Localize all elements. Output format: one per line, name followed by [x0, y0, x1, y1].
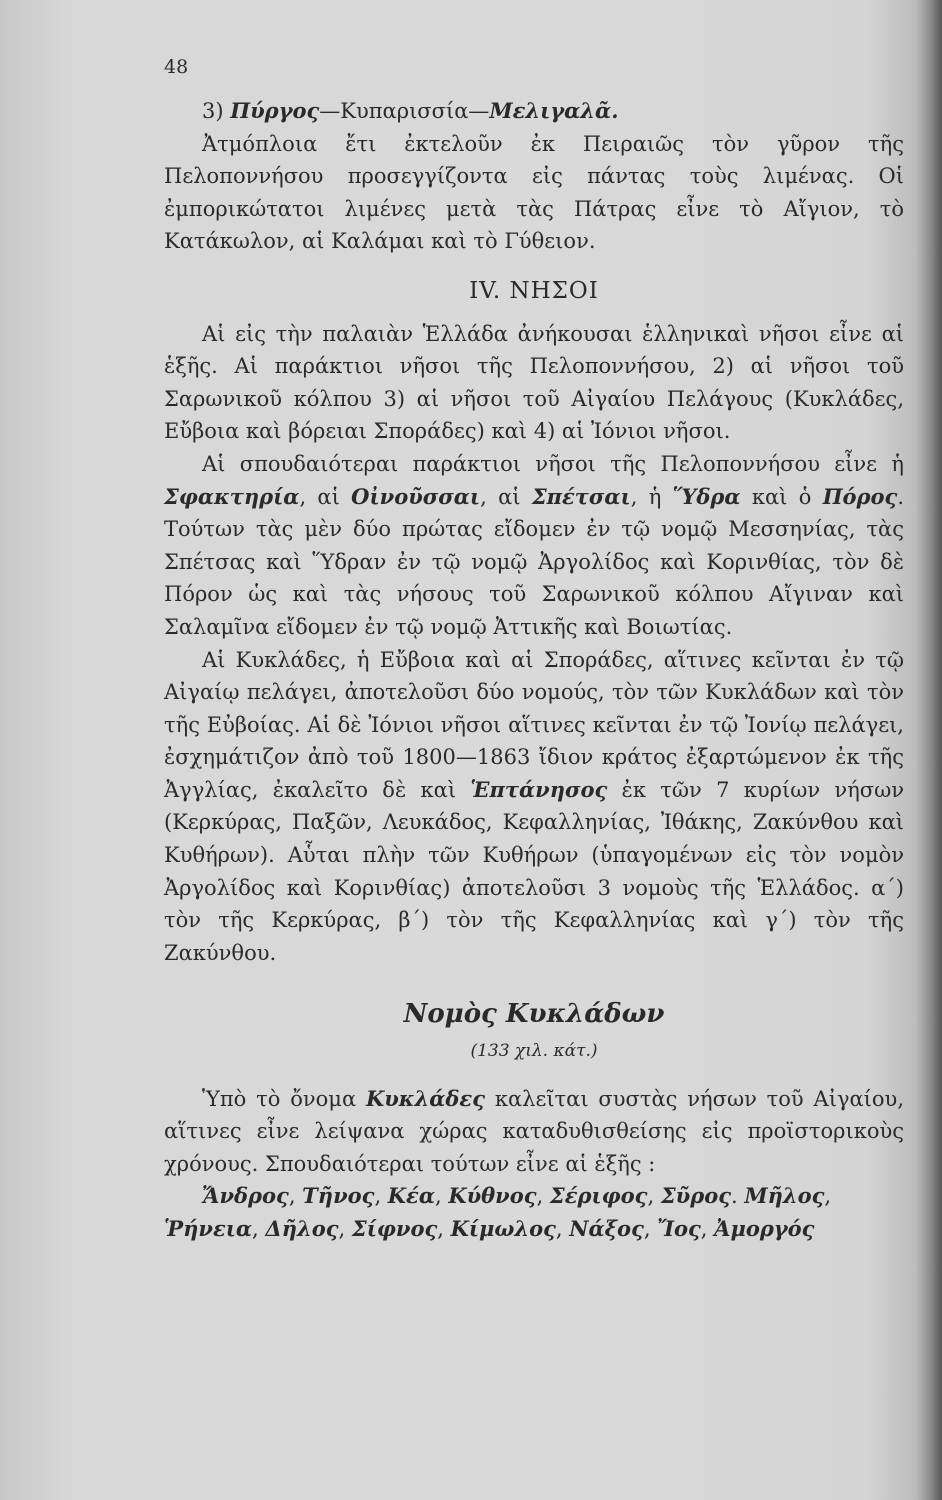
island-name-hydra: Ὕδρα	[672, 483, 741, 509]
route-line	[164, 95, 904, 128]
cyclades-description-paragraph	[164, 1083, 904, 1181]
ports-paragraph: Ἀτμόπλοια ἔτι ἐκτελοῦν ἐκ Πειραιῶς τὸν γῦρον τῆς Πελοποννήσου προσεγγίζοντα εἰς πάντας τοὺς λιμένας. Οἱ ἐμπορικώτατοι λιμένες μετὰ τὰς Πάτρας εἶνε τὸ Αἴγιον, τὸ Κατάκωλον, αἱ Καλάμαι καὶ τὸ Γύθειον.	[164, 131, 904, 254]
cyclades-ionian-paragraph	[164, 644, 904, 970]
route-town-kyparissia: Κυπαρισσία	[340, 99, 469, 123]
page-content	[164, 58, 904, 1246]
coastal-sep: , αἱ	[480, 484, 532, 509]
island-name-oinousses: Οἰνοῦσσαι	[351, 483, 481, 509]
route-dash: —	[319, 99, 341, 123]
cyclades-text: Αἱ Κυκλάδες, ἡ Εὔβοια καὶ αἱ Σποράδες, αἵτινες κεῖνται ἐν τῷ Αἰγαίῳ πελάγει, ἀποτελοῦσι δύο νομούς, τὸν τῶν Κυκλάδων καὶ τὸν τῆς Εὐβοίας. Αἱ δὲ Ἰόνιοι νῆσοι αἵτινες κεῖνται ἐν τῷ Ἰονίῳ πελάγει, ἐσχημάτιζον ἀπὸ τοῦ 1800—1863 ἴδιον κράτος ἐξαρτώμενον ἐκ τῆς Ἀγγλίας, ἐκαλεῖτο δὲ καὶ	[164, 647, 904, 802]
page-number: 48	[164, 56, 189, 78]
book-spine-shadow	[916, 0, 942, 1500]
island-list-item: Κέα	[387, 1183, 435, 1209]
route-town-pyrgos: Πύργος	[230, 98, 320, 123]
heptanese-name: Ἑπτάνησος	[470, 776, 608, 802]
coastal-text: Αἱ σπουδαιότεραι παράκτιοι νῆσοι τῆς Πελοποννήσου εἶνε ἡ	[202, 451, 904, 476]
island-list-item: Κύθνος	[448, 1183, 537, 1209]
island-list-item: Ἀμοργός	[714, 1216, 815, 1241]
island-list-item: Σέριφος	[549, 1183, 648, 1209]
cyclades-desc-text: καλεῖται συστὰς νήσων τοῦ Αἰγαίου, αἵτινες εἶνε λείψανα χώρας καταδυθισθείσης εἰς προϊστορικοὺς χρόνους. Σπουδαιότεραι τούτων εἶνε αἱ ἑξῆς :	[164, 1086, 904, 1176]
islands-intro-paragraph: Αἱ εἰς τὴν παλαιὰν Ἑλλάδα ἀνήκουσαι ἑλληνικαὶ νῆσοι εἶνε αἱ ἑξῆς. Αἱ παράκτιοι νῆσοι τῆς Πελοποννήσου, 2) αἱ νῆσοι τοῦ Σαρωνικοῦ κόλπου 3) αἱ νῆσοι τοῦ Αἰγαίου Πελάγους (Κυκλάδες, Εὔβοια καὶ βόρειαι Σποράδες) καὶ 4) αἱ Ἰόνιοι νῆσοι.	[164, 321, 904, 444]
nomos-heading: Νομὸς Κυκλάδων	[403, 999, 665, 1030]
island-list-row-1: Ἄνδρος, Τῆνος, Κέα, Κύθνος, Σέριφος, Σῦρος. Μῆλος,	[202, 1183, 832, 1209]
coastal-sep: , ἡ	[630, 484, 673, 509]
coastal-text: . Τούτων τὰς μὲν δύο πρώτας εἴδομεν ἐν τῷ νομῷ Μεσσηνίας, τὰς Σπέτσας καὶ Ὕδραν ἐν τῷ νομῷ Ἀργολίδος καὶ Κορινθίας, τὸν δὲ Πόρον ὡς καὶ τὰς νήσους τοῦ Σαρωνικοῦ κόλπου Αἴγιναν καὶ Σαλαμῖνα εἴδομεν ἐν τῷ νομῷ Ἀττικῆς καὶ Βοιωτίας.	[164, 484, 904, 639]
island-list-item: Κίμωλος	[450, 1216, 556, 1241]
island-list-item: Νάξος	[569, 1216, 644, 1241]
nomos-area: (133 χιλ. κάτ.)	[470, 1040, 598, 1061]
island-name-poros: Πόρος	[822, 483, 898, 509]
coastal-islands-paragraph	[164, 448, 904, 644]
island-list-item: Ἴος	[657, 1216, 701, 1241]
island-list-item: Τῆνος	[302, 1183, 375, 1209]
island-list-item: Δῆλος	[265, 1216, 339, 1241]
island-name-spetses: Σπέτσαι	[531, 483, 631, 509]
island-list-item: Ἄνδρος	[202, 1183, 289, 1209]
island-name-sfaktiria: Σφακτηρία	[164, 483, 300, 509]
island-list-item: Σῦρος	[660, 1183, 731, 1209]
island-list-row-2: Ῥήνεια, Δῆλος, Σίφνος, Κίμωλος, Νάξος, Ἴος, Ἀμοργός	[164, 1216, 815, 1241]
coastal-sep: καὶ ὁ	[740, 484, 823, 509]
route-prefix: 3)	[202, 99, 231, 123]
cyclades-name: Κυκλάδες	[365, 1085, 485, 1111]
route-town-meligala: Μελιγαλᾶ.	[489, 98, 619, 123]
island-list-item: Ῥήνεια	[164, 1216, 253, 1241]
cyclades-text: ἐκ τῶν 7 κυρίων νήσων (Κερκύρας, Παξῶν, Λευκάδος, Κεφαλληνίας, Ἰθάκης, Ζακύνθου καὶ Κυθήρων). Αὗται πλὴν τῶν Κυθήρων (ὑπαγομένων εἰς τὸν νομὸν Ἀργολίδος καὶ Κορινθίας) ἀποτελοῦσι 3 νομοὺς τῆς Ἑλλάδος. α΄) τὸν τῆς Κερκύρας, β΄) τὸν τῆς Κεφαλληνίας καὶ γ΄) τὸν τῆς Ζακύνθου.	[164, 777, 904, 965]
route-dash: —	[468, 99, 490, 123]
section-heading: IV. ΝΗΣΟΙ	[469, 277, 599, 304]
island-list-item: Μῆλος	[744, 1183, 825, 1209]
island-list-item: Σίφνος	[351, 1216, 438, 1241]
cyclades-desc-text: Ὑπὸ τὸ ὄνομα	[202, 1086, 366, 1111]
coastal-sep: , αἱ	[299, 484, 352, 509]
